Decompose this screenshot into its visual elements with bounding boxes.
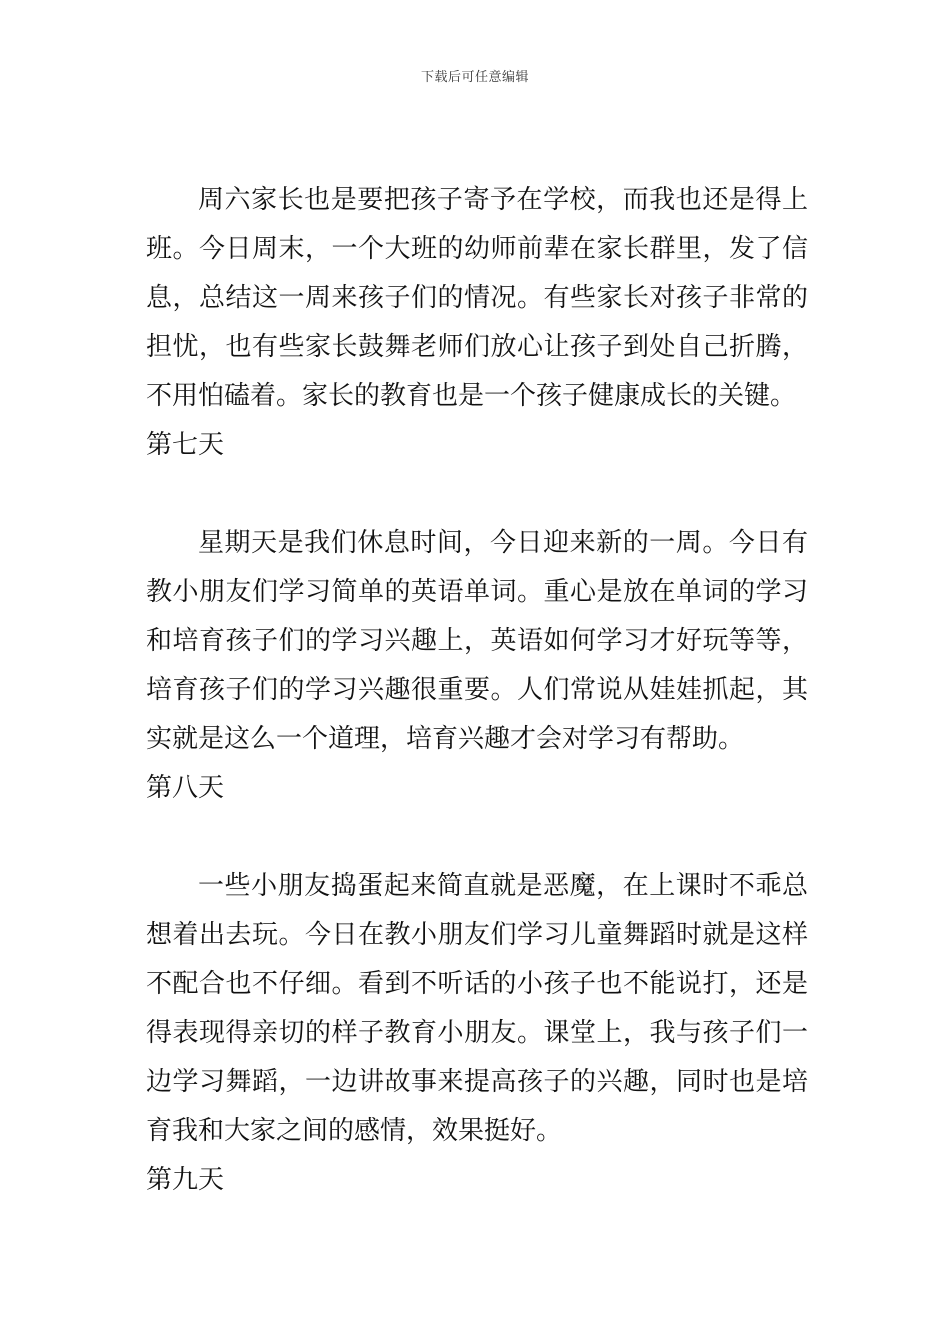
spacer: [146, 470, 808, 519]
document-body: [146, 176, 808, 1205]
heading-day-8: 第八天: [146, 773, 225, 803]
heading-day-7: 第七天: [146, 430, 225, 460]
heading-day-9: 第九天: [146, 1165, 225, 1195]
header-note: 下载后可任意编辑: [420, 70, 529, 85]
paragraph-saturday: 周六家长也是要把孩子寄予在学校，而我也还是得上班。今日周末，一个大班的幼师前辈在家长群里，发了信息，总结这一周来孩子们的情况。有些家长对孩子非常的担忧，也有些家长鼓舞老师们放心让孩子到处自己折腾，不用怕磕着。家长的教育也是一个孩子健康成长的关键。: [146, 185, 808, 411]
paragraph-day-7: 星期天是我们休息时间，今日迎来新的一周。今日有教小朋友们学习简单的英语单词。重心是放在单词的学习和培育孩子们的学习兴趣上，英语如何学习才好玩等等，培育孩子们的学习兴趣很重要。人们常说从娃娃抓起，其实就是这么一个道理，培育兴趣才会对学习有帮助。: [146, 528, 808, 754]
paragraph-day-8: 一些小朋友捣蛋起来简直就是恶魔，在上课时不乖总想着出去玩。今日在教小朋友们学习儿童舞蹈时就是这样不配合也不仔细。看到不听话的小孩子也不能说打，还是得表现得亲切的样子教育小朋友。课堂上，我与孩子们一边学习舞蹈，一边讲故事来提高孩子的兴趣，同时也是培育我和大家之间的感情，效果挺好。: [146, 871, 808, 1146]
spacer: [146, 813, 808, 862]
